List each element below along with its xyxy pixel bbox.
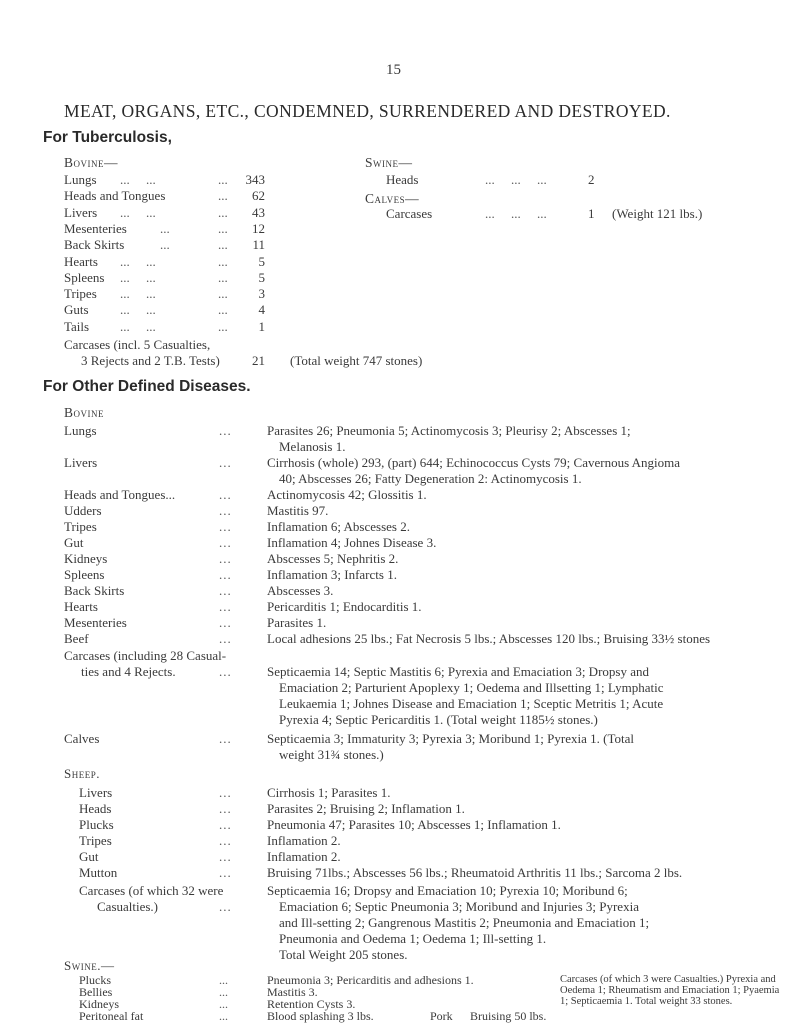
- tb-bovine-heading: Bovine—: [64, 155, 118, 170]
- sheep-organ-label-leader: ...: [219, 849, 232, 864]
- bovine-organ-label: Mesenteries: [64, 615, 127, 630]
- sheep-organ-finding: Inflamation 2.: [267, 849, 341, 864]
- tb-bovine-label: Mesenteries: [64, 220, 127, 236]
- tb-bovine-label: Lungs: [64, 172, 97, 187]
- bovine-organ-label: Livers: [64, 455, 98, 470]
- tb-bovine-leader: ...: [218, 269, 228, 285]
- tb-bovine-label: Heads and Tongues: [64, 188, 166, 204]
- bovine-organ-finding: Melanosis 1.: [279, 439, 346, 454]
- tb-bovine-value: 12: [252, 220, 265, 236]
- tb-bovine-leader: ...: [218, 188, 228, 204]
- tb-bovine-label: Tails: [64, 318, 90, 334]
- bovine-carcases-label: Carcases (including 28 Casual-: [64, 648, 227, 663]
- sheep-organ-label-leader: ...: [219, 785, 232, 800]
- tb-carcases-note: (Total weight 747 stones): [290, 353, 423, 368]
- swine-carcases-finding: Pyrexia and Oedema 1; Rheumatism and Emaciation 1; Pyaemia 1; Septicaemia 1.: [560, 974, 780, 1007]
- bovine-organ-label: Spleens: [64, 567, 105, 582]
- tb-bovine-leader: ...: [218, 237, 228, 253]
- swine-organ-label: Peritoneal fat: [79, 1009, 144, 1023]
- calves-finding: weight 31¾ stones.): [279, 747, 384, 762]
- sheep-organ-label: Mutton: [79, 865, 118, 880]
- tb-bovine-leader: ... ...: [120, 253, 156, 269]
- swine-carcases-label: Casualties.): [674, 974, 724, 985]
- tb-swine-heading: Swine—: [365, 155, 413, 170]
- page-title: MEAT, ORGANS, ETC., CONDEMNED, SURRENDERED AND DESTROYED.: [64, 101, 671, 121]
- tb-calves-heading: Calves—: [365, 191, 420, 206]
- tb-bovine-value: 4: [258, 302, 265, 318]
- bovine-organ-label-leader: ...: [219, 583, 232, 598]
- sheep-carcases-label: Casualties.): [97, 899, 159, 914]
- bovine-organ-finding: Mastitis 97.: [267, 503, 329, 518]
- bovine-carcases-leader: ...: [219, 664, 232, 679]
- swine-organ-label: Pork: [430, 1009, 453, 1023]
- calves-label-leader: ...: [219, 731, 232, 746]
- calves-label: Calves: [64, 731, 100, 746]
- bovine-carcases-finding: Leukaemia 1; Johnes Disease and Emaciation 1; Sceptic Metritis 1; Acute: [279, 696, 664, 711]
- sheep-organ-finding: Cirrhosis 1; Parasites 1.: [267, 785, 391, 800]
- tb-swine-heads-label: Heads: [386, 172, 419, 187]
- tb-bovine-leader: ... ...: [120, 269, 156, 285]
- swine-organ-leader: ...: [219, 997, 228, 1011]
- tb-bovine-leader: ... ...: [120, 302, 156, 318]
- bovine-organ-finding: Parasites 1.: [267, 615, 327, 630]
- bovine-organ-label-leader: ...: [219, 455, 232, 470]
- sheep-organ-label: Gut: [79, 849, 99, 864]
- other-bovine-heading: Bovine: [64, 405, 104, 420]
- tb-bovine-leader: ...: [218, 318, 228, 334]
- bovine-organ-label: Gut: [64, 535, 84, 550]
- sheep-organ-label-leader: ...: [219, 817, 232, 832]
- bovine-organ-finding: Local adhesions 25 lbs.; Fat Necrosis 5 lbs.; Abscesses 120 lbs.; Bruising 33½ stones: [267, 631, 711, 646]
- sheep-organ-label-leader: ...: [219, 801, 232, 816]
- tb-bovine-label: Livers: [64, 204, 98, 220]
- bovine-organ-label: Tripes: [64, 519, 97, 534]
- tb-bovine-label: Guts: [64, 302, 89, 318]
- swine-carcases-block: [560, 974, 790, 1007]
- other-diseases-heading: For Other Defined Diseases.: [43, 378, 251, 395]
- tb-bovine-value: 62: [252, 188, 265, 204]
- bovine-organ-label-leader: ...: [219, 503, 232, 518]
- tb-bovine-value: 3: [258, 286, 265, 302]
- bovine-organ-label: Lungs: [64, 423, 97, 438]
- bovine-organ-label: Udders: [64, 503, 102, 518]
- sheep-carcases-finding: Pneumonia and Oedema 1; Oedema 1; Ill-setting 1.: [279, 931, 547, 946]
- sheep-organ-finding: Pneumonia 47; Parasites 10; Abscesses 1; Inflamation 1.: [267, 817, 561, 832]
- calves-finding: Septicaemia 3; Immaturity 3; Pyrexia 3; Moribund 1; Pyrexia 1. (Total: [267, 731, 634, 746]
- bovine-organ-finding: Pericarditis 1; Endocarditis 1.: [267, 599, 422, 614]
- tb-bovine-value: 343: [245, 172, 265, 187]
- sheep-organ-label-leader: ...: [219, 865, 232, 880]
- tb-bovine-leader: ...: [218, 220, 228, 236]
- tb-bovine-value: 11: [252, 237, 265, 253]
- sheep-carcases-finding: Total Weight 205 stones.: [279, 947, 408, 962]
- sheep-carcases-finding: Emaciation 6; Septic Pneumonia 3; Moribund and Injuries 3; Pyrexia: [279, 899, 639, 914]
- tb-bovine-leader: ... ...: [120, 172, 156, 187]
- swine-organ-finding: Retention Cysts 3.: [267, 997, 356, 1011]
- tb-carcases-label-1: Carcases (incl. 5 Casualties,: [64, 337, 211, 352]
- bovine-organ-finding: 40; Abscesses 26; Fatty Degeneration 2: Actinomycosis 1.: [279, 471, 582, 486]
- tb-bovine-label: Hearts: [64, 253, 98, 269]
- tb-bovine-value: 1: [258, 318, 265, 334]
- bovine-organ-label-leader: ...: [219, 423, 232, 438]
- bovine-organ-finding: Cirrhosis (whole) 293, (part) 644; Echinococcus Cysts 79; Cavernous Angioma: [267, 455, 681, 470]
- bovine-organ-finding: Abscesses 3.: [267, 583, 334, 598]
- swine-organ-finding: Mastitis 3.: [267, 985, 318, 999]
- sheep-heading: Sheep.: [64, 766, 100, 781]
- bovine-organ-finding: Parasites 26; Pneumonia 5; Actinomycosis 3; Pleurisy 2; Abscesses 1;: [267, 423, 631, 438]
- tb-bovine-leader: ... ...: [120, 204, 156, 220]
- bovine-organ-label: Kidneys: [64, 551, 108, 566]
- bovine-organ-finding: Abscesses 5; Nephritis 2.: [267, 551, 399, 566]
- tb-calves-note: (Weight 121 lbs.): [612, 206, 703, 221]
- tb-bovine-leader: ...: [160, 237, 170, 253]
- bovine-organ-label: Back Skirts: [64, 583, 125, 598]
- bovine-carcases-label: ties and 4 Rejects.: [81, 664, 176, 679]
- bovine-organ-label-leader: ...: [219, 519, 232, 534]
- bovine-organ-label: Beef: [64, 631, 89, 646]
- tb-bovine-label: Spleens: [64, 269, 105, 285]
- tb-bovine-leader: ... ...: [120, 286, 156, 302]
- swine-organ-finding: Pneumonia 3; Pericarditis and adhesions 1.: [267, 973, 474, 987]
- tb-calves-value: 1: [588, 206, 595, 221]
- bovine-organ-finding: Inflamation 4; Johnes Disease 3.: [267, 535, 437, 550]
- sheep-organ-label: Plucks: [79, 817, 114, 832]
- tb-bovine-leader: ...: [160, 220, 170, 236]
- bovine-organ-label-leader: ...: [219, 567, 232, 582]
- bovine-organ-label-leader: ...: [219, 599, 232, 614]
- tb-bovine-label: Back Skirts: [64, 237, 125, 253]
- tb-carcases-label-2: 3 Rejects and 2 T.B. Tests): [81, 353, 220, 368]
- tb-calves-label: Carcases: [386, 206, 433, 221]
- swine-organ-label: Kidneys: [79, 997, 119, 1011]
- tb-bovine-leader: ...: [218, 172, 228, 187]
- tb-bovine-leader: ...: [218, 302, 228, 318]
- swine-organ-finding: Blood splashing 3 lbs.: [267, 1009, 374, 1023]
- sheep-organ-label: Livers: [79, 785, 113, 800]
- sheep-organ-label-leader: ...: [219, 833, 232, 848]
- sheep-carcases-label: Carcases (of which 32 were: [79, 883, 224, 898]
- sheep-organ-finding: Parasites 2; Bruising 2; Inflamation 1.: [267, 801, 465, 816]
- swine-carcases-label: Carcases (of which 3 were: [560, 974, 672, 985]
- tb-bovine-leader: ...: [218, 286, 228, 302]
- tb-carcases-value: 21: [252, 353, 265, 368]
- tb-bovine-label: Tripes: [64, 286, 97, 302]
- swine-organ-finding: Bruising 50 lbs.: [470, 1009, 547, 1023]
- bovine-organ-label-leader: ...: [219, 551, 232, 566]
- bovine-carcases-finding: Emaciation 2; Parturient Apoplexy 1; Oedema and Illsetting 1; Lymphatic: [279, 680, 664, 695]
- sheep-organ-finding: Bruising 71lbs.; Abscesses 56 lbs.; Rheumatoid Arthritis 11 lbs.; Sarcoma 2 lbs.: [267, 865, 683, 880]
- bovine-organ-finding: Actinomycosis 42; Glossitis 1.: [267, 487, 427, 502]
- sheep-organ-label: Heads: [79, 801, 112, 816]
- bovine-organ-label-leader: ...: [219, 631, 232, 646]
- bovine-carcases-finding: Septicaemia 14; Septic Mastitis 6; Pyrexia and Emaciation 3; Dropsy and: [267, 664, 649, 679]
- tb-bovine-leader: ... ...: [120, 318, 156, 334]
- bovine-organ-label-leader: ...: [219, 615, 232, 630]
- sheep-organ-label: Tripes: [79, 833, 112, 848]
- page-number: 15: [386, 62, 401, 78]
- bovine-organ-label-leader: ...: [219, 535, 232, 550]
- sheep-carcases-leader: ...: [219, 899, 232, 914]
- tuberculosis-heading: For Tuberculosis,: [43, 129, 172, 146]
- swine-organ-leader: ...: [219, 985, 228, 999]
- sheep-carcases-finding: and Ill-setting 2; Gangrenous Mastitis 2; Pneumonia and Emaciation 1;: [279, 915, 650, 930]
- tb-swine-heads-leader: ... ... ...: [485, 172, 547, 187]
- bovine-organ-label: Heads and Tongues...: [64, 487, 176, 502]
- swine-organ-label: Bellies: [79, 985, 113, 999]
- bovine-organ-label: Hearts: [64, 599, 98, 614]
- tb-bovine-value: 5: [258, 269, 265, 285]
- tb-calves-leader: ... ... ...: [485, 206, 547, 221]
- sheep-carcases-finding: Septicaemia 16; Dropsy and Emaciation 10; Pyrexia 10; Moribund 6;: [267, 883, 628, 898]
- tb-swine-heads-value: 2: [588, 172, 595, 187]
- swine-organ-leader: ...: [219, 973, 228, 987]
- swine-organ-label: Plucks: [79, 973, 112, 987]
- swine-organ-leader: ...: [219, 1009, 228, 1023]
- bovine-organ-label-leader: ...: [219, 487, 232, 502]
- tb-bovine-leader: ...: [218, 204, 228, 220]
- swine-carcases-finding: Total weight 33 stones.: [635, 996, 733, 1007]
- bovine-carcases-finding: Pyrexia 4; Septic Pericarditis 1. (Total weight 1185½ stones.): [279, 712, 598, 727]
- tb-bovine-value: 43: [252, 204, 265, 220]
- sheep-organ-finding: Inflamation 2.: [267, 833, 341, 848]
- bovine-organ-finding: Inflamation 3; Infarcts 1.: [267, 567, 397, 582]
- tb-bovine-value: 5: [258, 253, 265, 269]
- bovine-organ-finding: Inflamation 6; Abscesses 2.: [267, 519, 410, 534]
- swine-heading: Swine.—: [64, 958, 115, 973]
- tb-bovine-leader: ...: [218, 253, 228, 269]
